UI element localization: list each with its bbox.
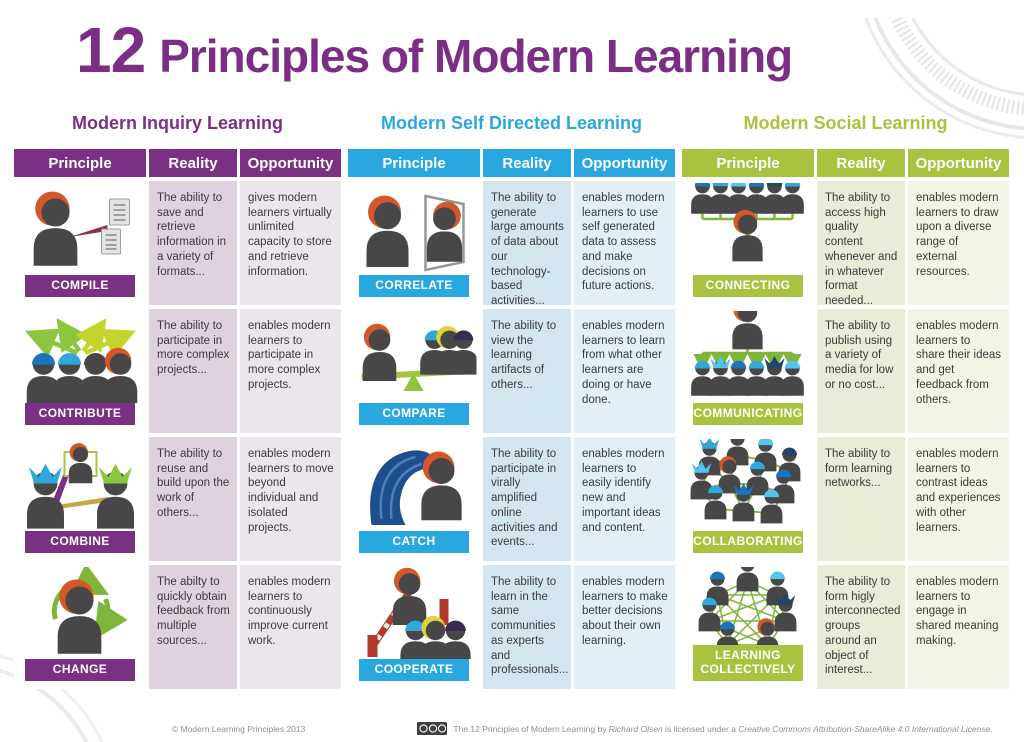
copyright-text: © Modern Learning Principles 2013 bbox=[172, 723, 306, 734]
page-title-text: Principles of Modern Learning bbox=[159, 30, 793, 82]
reality-cell: The abilty to quickly obtain feedback from multiple sources... bbox=[149, 565, 237, 689]
principle-cell-learning-collectively bbox=[682, 565, 814, 689]
principle-label: COOPERATE bbox=[359, 659, 470, 681]
reality-cell: The ability to participate in more complex projects... bbox=[149, 309, 237, 433]
collaborating-icon bbox=[686, 439, 811, 531]
inquiry-grid bbox=[14, 149, 341, 689]
opportunity-cell: enables modern learners to make better decisions about their own learning. bbox=[574, 565, 675, 689]
reality-cell: The ability to reuse and build upon the work of others... bbox=[149, 437, 237, 561]
column-header-reality: Reality bbox=[149, 149, 237, 177]
opportunity-cell: enables modern learners to draw upon a diverse range of external resources. bbox=[908, 181, 1009, 305]
opportunity-cell: enables modern learners to move beyond individual and isolated projects. bbox=[240, 437, 341, 561]
combine-icon bbox=[18, 439, 143, 531]
reality-cell: The ability to publish using a variety of media for low or no cost... bbox=[817, 309, 905, 433]
principle-label: COMPILE bbox=[25, 275, 136, 297]
principle-label: COMPARE bbox=[359, 403, 470, 425]
principle-label: CONTRIBUTE bbox=[25, 403, 136, 425]
change-icon bbox=[18, 567, 143, 659]
reality-cell: The ability to learn in the same communities as experts and professionals... bbox=[483, 565, 571, 689]
opportunity-cell: enables modern learners to use self generated data to assess and make decisions on future actions. bbox=[574, 181, 675, 305]
principle-cell-contribute bbox=[14, 309, 146, 433]
principle-label: COMBINE bbox=[25, 531, 136, 553]
principle-cell-compare bbox=[348, 309, 480, 433]
principle-cell-catch bbox=[348, 437, 480, 561]
principle-label: CHANGE bbox=[25, 659, 136, 681]
principle-label: CONNECTING bbox=[693, 275, 804, 297]
column-header-opportunity: Opportunity bbox=[240, 149, 341, 177]
column-header-opportunity: Opportunity bbox=[908, 149, 1009, 177]
cooperate-icon bbox=[352, 567, 477, 659]
catch-icon bbox=[352, 439, 477, 531]
principle-cell-cooperate bbox=[348, 565, 480, 689]
connecting-icon bbox=[686, 183, 811, 275]
section-inquiry-learning bbox=[14, 112, 341, 689]
reality-cell: The ability to participate in virally amplified online activities and events... bbox=[483, 437, 571, 561]
principle-cell-connecting bbox=[682, 181, 814, 305]
column-header-principle: Principle bbox=[14, 149, 146, 177]
page-title-number: 12 bbox=[76, 14, 146, 86]
principle-label: CORRELATE bbox=[359, 275, 470, 297]
reality-cell: The ability to save and retrieve information in a variety of formats... bbox=[149, 181, 237, 305]
section-social-learning bbox=[682, 112, 1009, 689]
compile-icon bbox=[18, 183, 143, 273]
reality-cell: The ability to access high quality content whenever and in whatever format needed... bbox=[817, 181, 905, 305]
opportunity-cell: enables modern learners to engage in shared meaning making. bbox=[908, 565, 1009, 689]
social-grid bbox=[682, 149, 1009, 689]
opportunity-cell: enables modern learners to easily identify new and important ideas and content. bbox=[574, 437, 675, 561]
reality-cell: The ability to form higly interconnected groups around an object of interest... bbox=[817, 565, 905, 689]
opportunity-cell: gives modern learners virtually unlimited capacity to store and retrieve information. bbox=[240, 181, 341, 305]
opportunity-cell: enables modern learners to contrast ideas and experiences with other learners. bbox=[908, 437, 1009, 561]
page-title bbox=[76, 14, 1024, 86]
section-title: Modern Social Learning bbox=[743, 113, 948, 133]
principle-label: COLLABORATING bbox=[693, 531, 804, 553]
principle-cell-communicating bbox=[682, 309, 814, 433]
reality-cell: The ability to form learning networks... bbox=[817, 437, 905, 561]
principle-cell-compile bbox=[14, 181, 146, 305]
column-header-principle: Principle bbox=[682, 149, 814, 177]
opportunity-cell: enables modern learners to participate in more complex projects. bbox=[240, 309, 341, 433]
section-title: Modern Inquiry Learning bbox=[71, 113, 283, 133]
compare-icon bbox=[352, 311, 477, 403]
license-text: The 12 Principles of Modern Learning by Richard Olsen is licensed under a Creative Commons Attribution-ShareAlike 4.0 International License. bbox=[453, 723, 993, 734]
column-header-reality: Reality bbox=[483, 149, 571, 177]
principle-label: LEARNING COLLECTIVELY bbox=[693, 645, 804, 681]
principle-cell-combine bbox=[14, 437, 146, 561]
section-self-directed-learning bbox=[348, 112, 675, 689]
principles-table bbox=[0, 112, 1024, 689]
self-directed-grid bbox=[348, 149, 675, 689]
column-header-reality: Reality bbox=[817, 149, 905, 177]
principle-label: CATCH bbox=[359, 531, 470, 553]
communicating-icon bbox=[686, 311, 811, 403]
principle-cell-collaborating bbox=[682, 437, 814, 561]
opportunity-cell: enables modern learners to share their ideas and get feedback from others. bbox=[908, 309, 1009, 433]
section-title: Modern Self Directed Learning bbox=[380, 113, 643, 133]
principle-label: COMMUNICATING bbox=[693, 403, 804, 425]
column-header-principle: Principle bbox=[348, 149, 480, 177]
reality-cell: The ability to view the learning artifacts of others... bbox=[483, 309, 571, 433]
contribute-icon bbox=[18, 311, 143, 403]
principle-cell-correlate bbox=[348, 181, 480, 305]
column-header-opportunity: Opportunity bbox=[574, 149, 675, 177]
opportunity-cell: enables modern learners to continuously improve current work. bbox=[240, 565, 341, 689]
reality-cell: The ability to generate large amounts of data about our technology-based activities... bbox=[483, 181, 571, 305]
correlate-icon bbox=[352, 183, 477, 275]
principle-cell-change bbox=[14, 565, 146, 689]
opportunity-cell: enables modern learners to learn from what other learners are doing or have done. bbox=[574, 309, 675, 433]
